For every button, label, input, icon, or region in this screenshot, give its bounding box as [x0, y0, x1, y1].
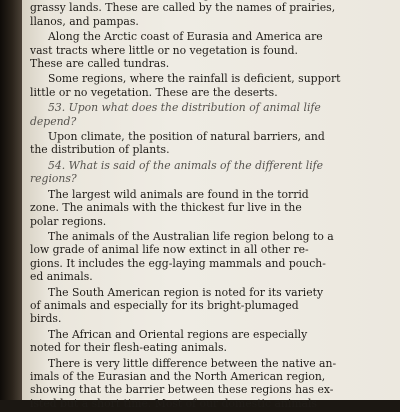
text-line: zone. The animals with the thickest fur live in the — [30, 201, 302, 215]
text-line: imals of the Eurasian and the North American region, — [30, 369, 326, 383]
question-paragraph — [30, 159, 376, 186]
book-spine-shadow — [0, 0, 22, 400]
text-line: the distribution of plants. — [30, 143, 170, 157]
text-line: polar regions. — [30, 214, 107, 228]
text-line: low grade of animal life now extinct in all other re- — [30, 243, 309, 257]
text-line: 53. Upon what does the distribution of animal life — [48, 101, 321, 115]
text-line: There is very little difference between the native an- — [48, 356, 337, 370]
page-text — [30, 0, 376, 412]
body-paragraph — [30, 328, 376, 355]
text-line: 54. What is said of the animals of the different life — [48, 158, 324, 172]
text-line: noted for their flesh-eating animals. — [30, 341, 227, 355]
body-paragraph — [30, 286, 376, 326]
body-paragraph — [30, 230, 376, 284]
text-line: Some regions, where the rainfall is deficient, support — [48, 72, 341, 86]
text-line: These are called tundras. — [30, 57, 170, 71]
body-paragraph — [30, 188, 376, 228]
text-line: ed animals. — [30, 270, 93, 284]
body-paragraph — [30, 30, 376, 70]
text-line: regions? — [30, 172, 77, 186]
text-line: The largest wild animals are found in the torrid — [48, 187, 309, 201]
text-line: little or no vegetation. These are the deserts. — [30, 85, 278, 99]
text-line: depend? — [30, 114, 77, 128]
text-line: The animals of the Australian life region belong to a — [48, 229, 334, 243]
body-paragraph — [30, 130, 376, 157]
body-paragraph — [30, 72, 376, 99]
text-line: showing that the barrier between these regions has ex- — [30, 383, 334, 397]
text-line: vast tracts where little or no vegetation is found. — [30, 43, 298, 57]
text-line: llanos, and pampas. — [30, 14, 139, 28]
text-line: gions. It includes the egg-laying mammals and pouch- — [30, 256, 326, 270]
text-line: isted but a short time. Most of our domestic animals — [30, 396, 317, 410]
text-line: The African and Oriental regions are especially — [48, 327, 308, 341]
text-line: Along the Arctic coast of Eurasia and America are — [48, 30, 323, 44]
body-paragraph — [30, 0, 376, 28]
text-line: of animals and especially for its bright-plumaged — [30, 298, 299, 312]
text-line: birds. — [30, 312, 62, 326]
text-line: The South American region is noted for its variety — [48, 285, 324, 299]
question-paragraph — [30, 101, 376, 128]
text-line: grassy lands. These are called by the names of prairies, — [30, 1, 336, 15]
book-page — [22, 0, 400, 410]
text-line: Upon climate, the position of natural barriers, and — [48, 130, 325, 144]
body-paragraph — [30, 357, 376, 411]
